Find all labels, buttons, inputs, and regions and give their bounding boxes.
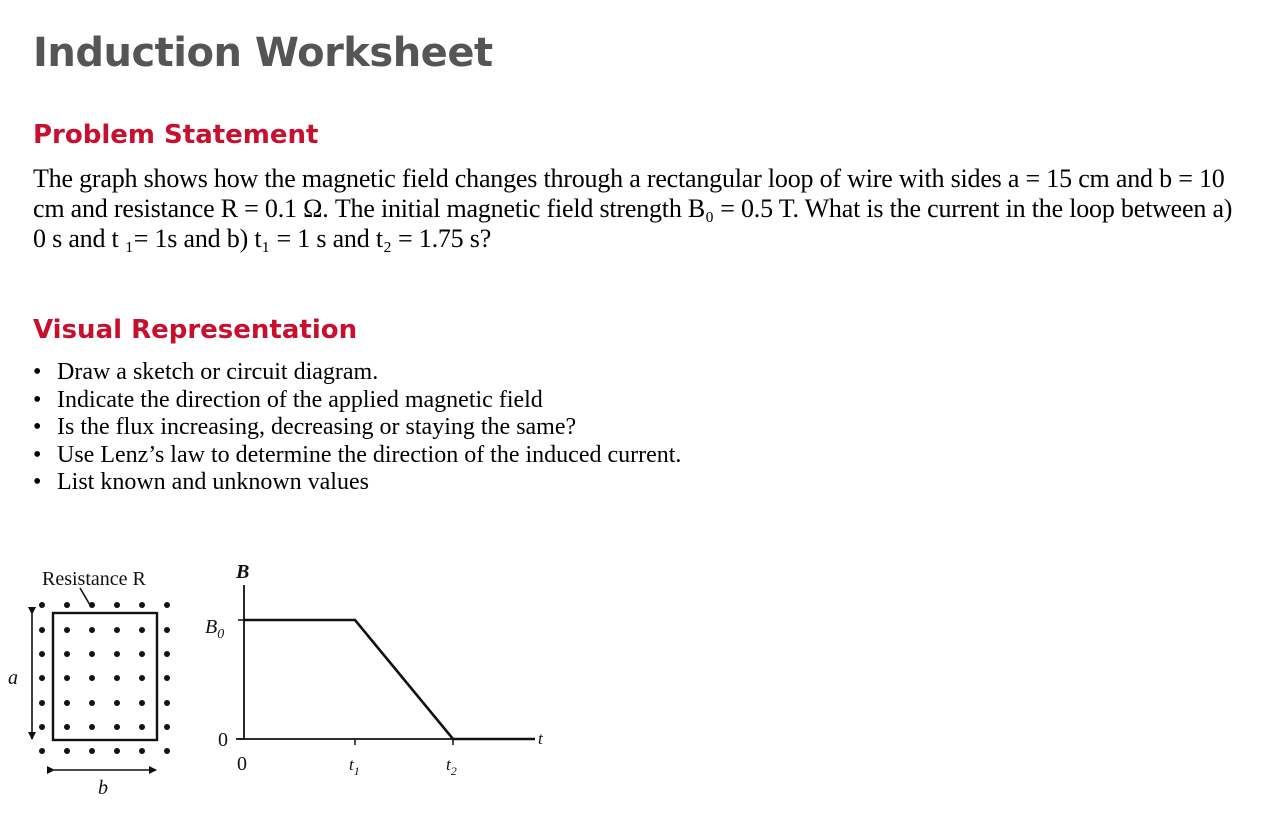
field-dot <box>64 627 70 633</box>
x-tick-label: $t_1$ <box>349 755 360 778</box>
field-dot <box>164 748 170 754</box>
field-dot <box>89 627 95 633</box>
field-dot <box>164 627 170 633</box>
field-dot <box>89 724 95 730</box>
field-dot <box>64 651 70 657</box>
resistance-label: Resistance R <box>42 568 146 590</box>
x-tick-label: 0 <box>237 753 247 775</box>
list-item: • Use Lenz’s law to determine the direction of the induced current. <box>33 442 681 470</box>
field-dot <box>164 700 170 706</box>
field-dot <box>39 724 45 730</box>
field-dot <box>114 602 120 608</box>
field-dot <box>114 724 120 730</box>
field-dot <box>139 675 145 681</box>
field-dot <box>89 700 95 706</box>
field-dot <box>64 700 70 706</box>
list-item: • Is the flux increasing, decreasing or staying the same? <box>33 414 681 442</box>
field-dot <box>89 602 95 608</box>
y-tick-label: 0 <box>218 729 228 751</box>
field-dot <box>114 651 120 657</box>
field-dot <box>39 700 45 706</box>
field-dot <box>89 675 95 681</box>
x-tick-label: $t_2$ <box>446 755 457 778</box>
figure-svg <box>0 548 560 818</box>
list-item: • Indicate the direction of the applied magnetic field <box>33 387 681 415</box>
field-dot <box>64 675 70 681</box>
field-dot <box>64 748 70 754</box>
problem-figure <box>0 548 560 818</box>
field-dot <box>164 724 170 730</box>
list-item: • List known and unknown values <box>33 469 681 497</box>
field-dot <box>139 627 145 633</box>
field-dot <box>164 651 170 657</box>
x-axis-label: t <box>538 729 543 748</box>
field-dot <box>114 675 120 681</box>
field-dot <box>89 748 95 754</box>
y-axis-label: B <box>236 561 250 583</box>
field-dot <box>64 602 70 608</box>
field-dot <box>64 724 70 730</box>
page-title: Induction Worksheet <box>33 30 493 76</box>
magnetic-field-dots <box>39 602 170 754</box>
visual-representation-list <box>33 359 681 497</box>
field-dot <box>139 724 145 730</box>
resistance-pointer <box>80 588 90 605</box>
field-dot <box>39 651 45 657</box>
visual-representation-heading: Visual Representation <box>33 315 358 345</box>
b-series-line <box>244 620 535 739</box>
field-dot <box>139 700 145 706</box>
problem-statement-heading: Problem Statement <box>33 120 319 150</box>
field-dot <box>139 651 145 657</box>
field-dot <box>139 748 145 754</box>
y-tick-label: $B_0$ <box>205 616 225 642</box>
field-dot <box>89 651 95 657</box>
field-dot <box>114 700 120 706</box>
field-dot <box>114 748 120 754</box>
loop-diagram <box>8 568 170 799</box>
field-dot <box>39 602 45 608</box>
b-vs-t-chart <box>205 561 544 778</box>
field-dot <box>139 602 145 608</box>
side-b-label: b <box>98 777 108 799</box>
field-dot <box>164 602 170 608</box>
field-dot <box>164 675 170 681</box>
field-dot <box>39 675 45 681</box>
field-dot <box>39 627 45 633</box>
problem-statement-text: The graph shows how the magnetic field changes through a rectangular loop of wire with sides a = 15 cm and b = 10 cm and resistance R = 0.1 Ω. The initial magnetic field strength B₀ = 0.5 T. What is the current in the loop between a) 0 s and t ₁= 1s and b) t₁ = 1 s and t₂ = 1.75 s? <box>33 164 1233 253</box>
side-a-label: a <box>8 667 18 689</box>
list-item: • Draw a sketch or circuit diagram. <box>33 359 681 387</box>
field-dot <box>114 627 120 633</box>
field-dot <box>39 748 45 754</box>
